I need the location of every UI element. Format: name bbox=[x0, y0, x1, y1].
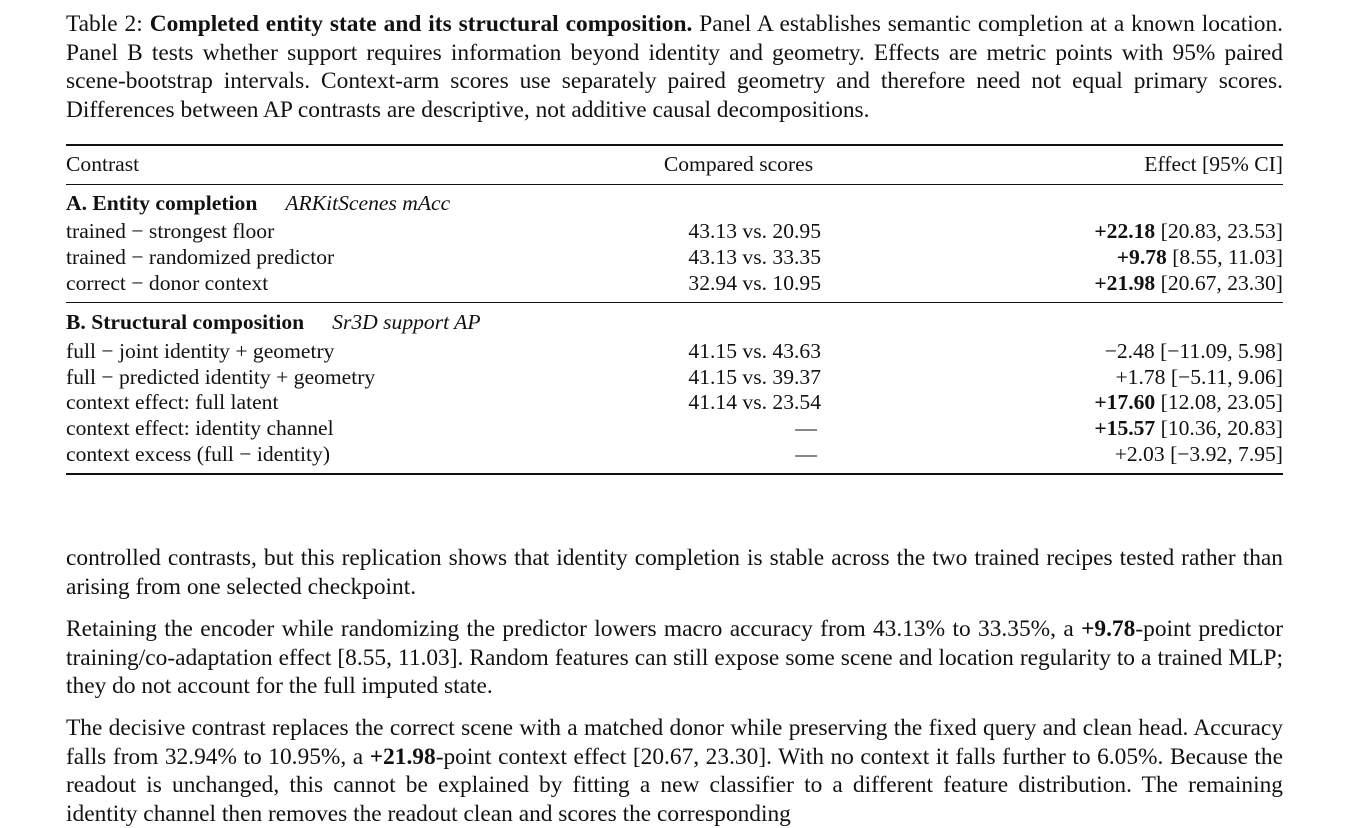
table-bottom-rule bbox=[66, 473, 1283, 475]
panel-a-subtitle: ARKitScenes mAcc bbox=[285, 191, 451, 215]
panel-b-title-row bbox=[66, 309, 1283, 335]
table-row: trained − strongest floor 43.13 vs. 20.95 +22.18 [20.83, 23.53] bbox=[66, 219, 1283, 243]
header-rule bbox=[66, 184, 1283, 185]
table-row: correct − donor context 32.94 vs. 10.95 +21.98 [20.67, 23.30] bbox=[66, 271, 1283, 295]
paragraph-2: Retaining the encoder while randomizing the predictor lowers macro accuracy from 43.13% to 33.35%, a +9.78-point predictor training/co-adaptation effect [8.55, 11.03]. Random features can still expose some scene and location regularity to a trained MLP; they do not account for the full imputed state. bbox=[66, 616, 1283, 700]
table-header-row bbox=[66, 151, 1283, 177]
header-compared-scores: Compared scores bbox=[663, 152, 814, 176]
table-top-rule bbox=[66, 144, 1283, 146]
table-row: context effect: full latent 41.14 vs. 23.54 +17.60 [12.08, 23.05] bbox=[66, 390, 1283, 414]
panel-a-title: A. Entity completion bbox=[66, 191, 258, 215]
paragraph-1: controlled contrasts, but this replication shows that identity completion is stable across the two trained recipes tested rather than arising from one selected checkpoint. bbox=[66, 545, 1283, 600]
header-contrast: Contrast bbox=[66, 152, 140, 176]
paragraph-3: The decisive contrast replaces the correct scene with a matched donor while preserving the fixed query and clean head. Accuracy falls from 32.94% to 10.95%, a +21.98-point context effect [20.67, 23.30]. With no context it falls further to 6.05%. Because the readout is unchanged, this cannot be explained by fitting a new classifier to a different feature distribution. The remaining identity channel then removes the readout clean and scores the corresponding bbox=[66, 715, 1284, 827]
caption-title: Completed entity state and its structural composition. bbox=[149, 11, 693, 37]
table-row: full − predicted identity + geometry 41.15 vs. 39.37 +1.78 [−5.11, 9.06] bbox=[66, 365, 1283, 389]
panel-b-subtitle: Sr3D support AP bbox=[332, 310, 481, 334]
table-row: full − joint identity + geometry 41.15 vs. 43.63 −2.48 [−11.09, 5.98] bbox=[66, 339, 1283, 363]
caption-label: Table 2: bbox=[66, 11, 143, 37]
table-row: trained − randomized predictor 43.13 vs. 33.35 +9.78 [8.55, 11.03] bbox=[66, 245, 1283, 269]
table-caption bbox=[66, 10, 1283, 124]
header-effect: Effect [95% CI] bbox=[1144, 152, 1283, 176]
panel-divider-rule bbox=[66, 302, 1283, 303]
panel-a-title-row bbox=[66, 190, 1283, 216]
panel-b-title: B. Structural composition bbox=[66, 310, 305, 334]
table-row: context effect: identity channel — +15.57 [10.36, 20.83] bbox=[66, 416, 1283, 440]
table-row: context excess (full − identity) — +2.03 [−3.92, 7.95] bbox=[66, 442, 1283, 466]
caption-text: Panel A establishes semantic completion at a known location. Panel B tests whether support requires information beyond identity and geometry. Effects are metric points with 95% paired scene-bootstrap intervals. Context-arm scores use separately paired geometry and therefore need not equal primary scores. Differences between AP contrasts are descriptive, not additive causal decompositions. bbox=[66, 11, 1283, 123]
